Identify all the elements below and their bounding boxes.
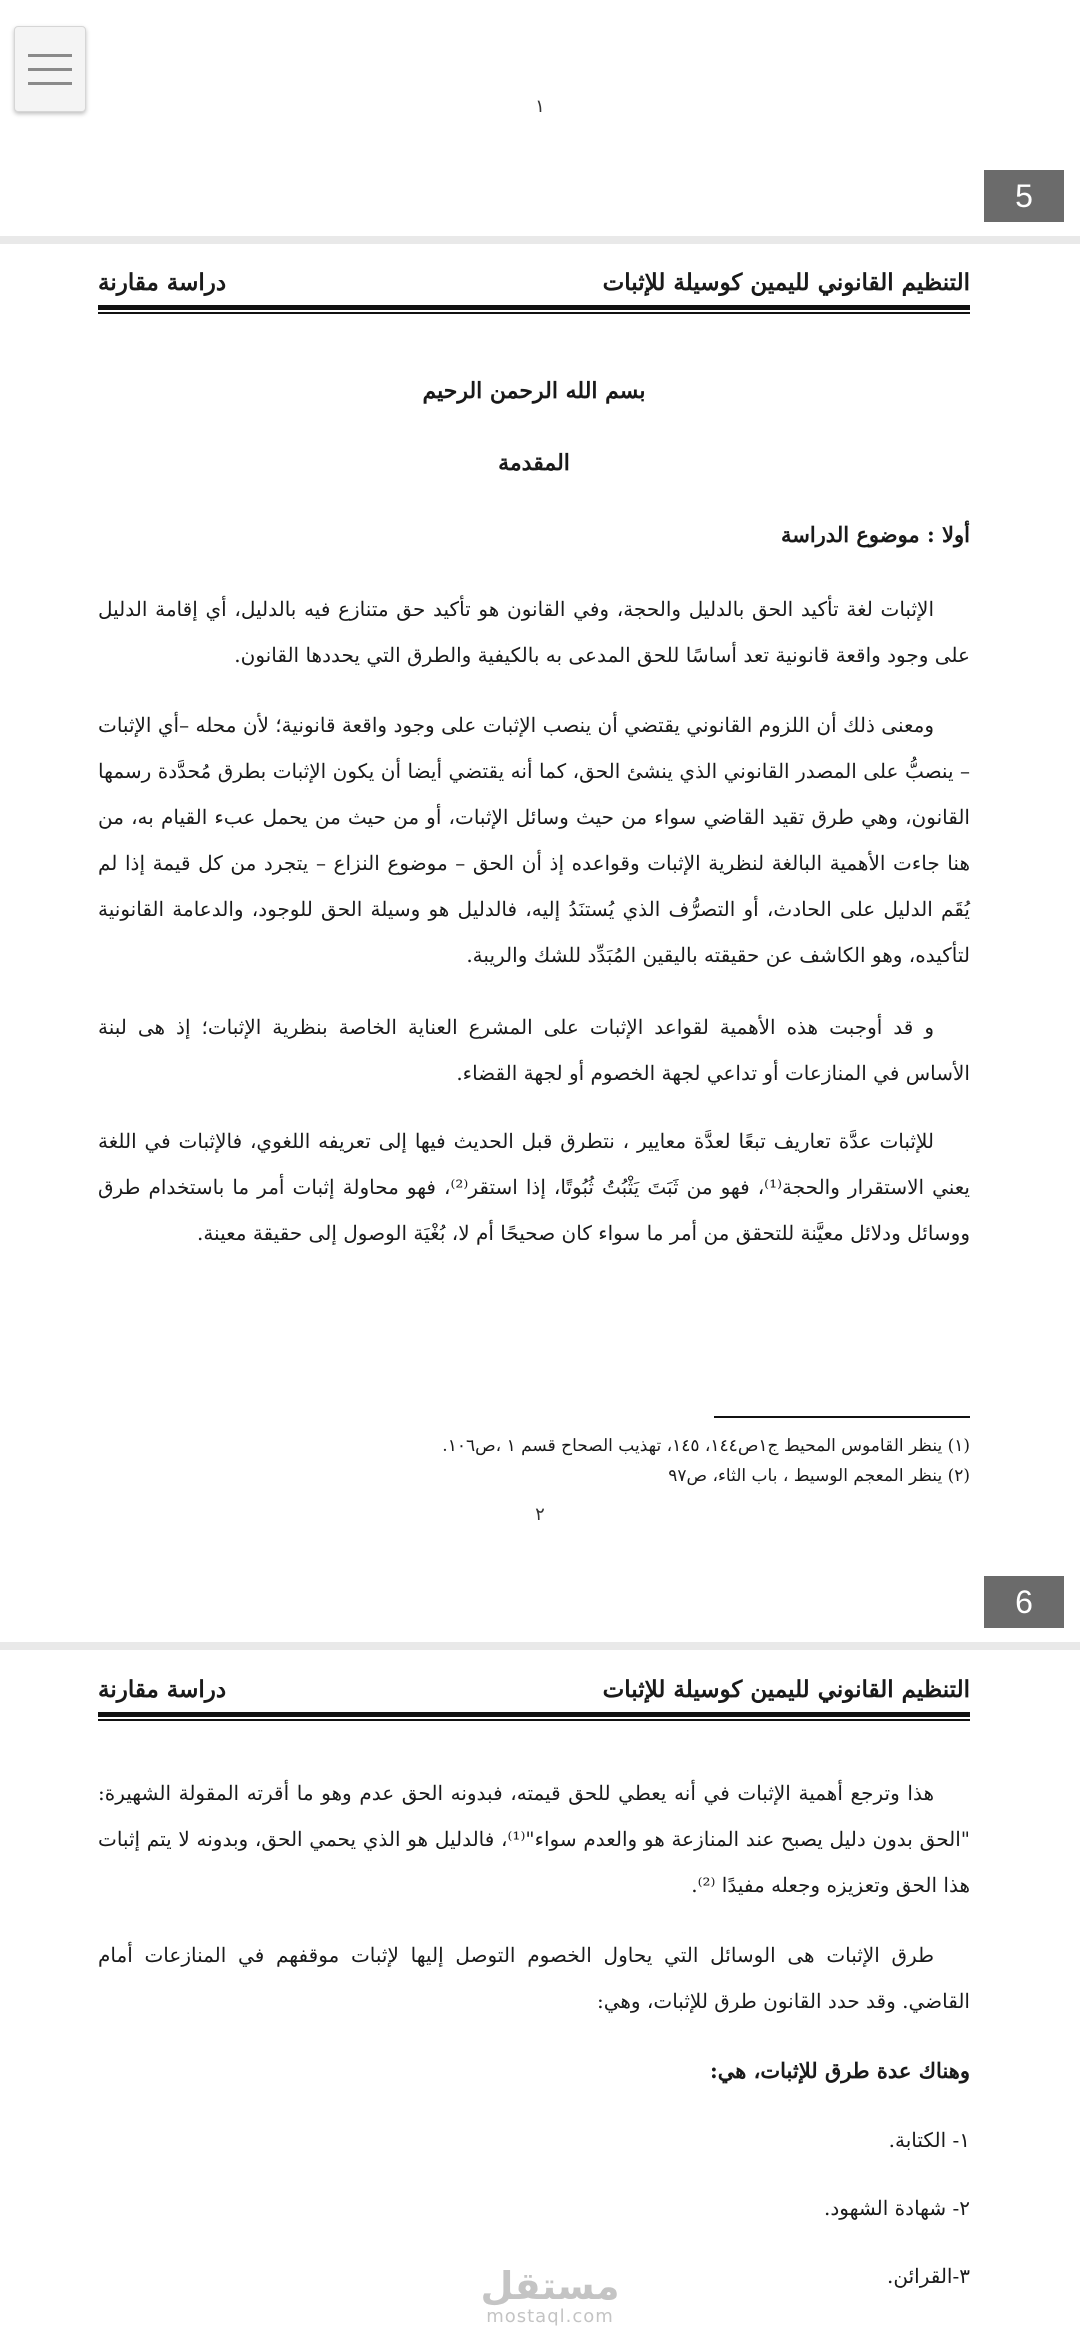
paragraph: و قد أوجبت هذه الأهمية لقواعد الإثبات على المشرع العناية الخاصة بنظرية الإثبات؛ إذ هى لبنة الأساس في المنازعات أو تداعي لجهة الخصوم أو لجهة القضاء. [98, 1015, 970, 1085]
page-badge-5: 5 [984, 170, 1064, 222]
previous-page-number: ١ [535, 96, 545, 117]
page-number: ٢ [535, 1504, 545, 1525]
header-title: التنظيم القانوني لليمين كوسيلة للإثبات [602, 1675, 970, 1703]
basmala: بسم الله الرحمن الرحيم [422, 378, 646, 404]
list-item: ٣-القرائن. [886, 2264, 970, 2288]
section-title: أولا : موضوع الدراسة [780, 522, 970, 547]
header-subtitle: دراسة مقارنة [98, 1675, 227, 1703]
footnote: (٢) ينظر المعجم الوسيط ، باب الثاء، ص٩٧ [668, 1466, 970, 1486]
watermark-latin: mostaql.com [486, 2306, 614, 2327]
paragraph: هذا وترجع أهمية الإثبات في أنه يعطي للحق قيمته، فبدونه الحق عدم وهو ما أقرته المقولة الشهيرة: "الحق بدون دليل يصبح عند المنازعة هو والعدم سواء"⁽¹⁾، فالدليل هو الذي يحمي الحق، وبدونه لا يتم إثبات هذا الحق وتعزيزه وجعله مفيدًا ⁽²⁾. [98, 1781, 971, 1897]
list-title: وهناك عدة طرق للإثبات، هي: [709, 2058, 970, 2083]
paragraph: الإثبات لغة تأكيد الحق بالدليل والحجة، وفي القانون هو تأكيد حق متنازع فيه بالدليل، أي إقامة الدليل على وجود واقعة قانونية تعد أساسًا للحق المدعى به بالكيفية والطرق التي يحددها القانون. [98, 597, 970, 667]
header-double-rule [98, 1712, 970, 1721]
menu-line [28, 68, 72, 71]
menu-line [28, 54, 72, 57]
page-header [98, 1667, 970, 1711]
page-badge-6: 6 [984, 1576, 1064, 1628]
watermark-logo [440, 2266, 660, 2328]
page-separator [0, 236, 1080, 244]
page-separator [0, 1642, 1080, 1650]
footnote-rule [714, 1416, 970, 1418]
intro-title: المقدمة [498, 450, 570, 476]
page-header [98, 260, 970, 304]
menu-line [28, 82, 72, 85]
list-item: ٢- شهادة الشهود. [824, 2196, 970, 2220]
paragraph: للإثبات عدَّة تعاريف تبعًا لعدَّة معايير ، نتطرق قبل الحديث فيها إلى تعريفه اللغوي، فالإثبات في اللغة يعني الاستقرار والحجة⁽¹⁾، فهو من ثَبَتَ يَثْبُتُ ثُبُوتًا، إذا استقر⁽²⁾، فهو محاولة إثبات أمر ما باستخدام طرق ووسائل ودلائل معيَّنة للتحقق من أمر ما سواء كان صحيحًا أم لا، بُغْيَة الوصول إلى حقيقة معينة. [98, 1129, 971, 1245]
list-item: ١- الكتابة. [888, 2128, 970, 2152]
header-subtitle: دراسة مقارنة [98, 268, 227, 296]
header-double-rule [98, 305, 970, 314]
footnote: (١) ينظر القاموس المحيط ج١ص١٤٤، ١٤٥، تهذيب الصحاح قسم ١ ،ص١٠٦. [442, 1436, 970, 1456]
watermark-arabic: مستقل [480, 2264, 620, 2308]
paragraph: طرق الإثبات هى الوسائل التي يحاول الخصوم التوصل إليها لإثبات موقفهم في المنازعات أمام القاضي. وقد حدد القانون طرق للإثبات، وهي: [98, 1943, 970, 2013]
header-title: التنظيم القانوني لليمين كوسيلة للإثبات [602, 268, 970, 296]
paragraph: ومعنى ذلك أن اللزوم القانوني يقتضي أن ينصب الإثبات على وجود واقعة قانونية؛ لأن محله –أي الإثبات – ينصبُّ على المصدر القانوني الذي ينشئ الحق، كما أنه يقتضي أيضا أن يكون الإثبات بطرق مُحدَّدة رسمها القانون، وهي طرق تقيد القاضي سواء من حيث وسائل الإثبات، أو من حيث من يحمل عبء القيام به، من هنا جاءت الأهمية البالغة لنظرية الإثبات وقواعده إذ أن الحق – موضوع النزاع – يتجرد من كل قيمة إذا لم يُقَم الدليل على الحادث، أو التصرُّف الذي يُستنَدُ إليه، فالدليل هو وسيلة الحق للوجود، والدعامة القانونية لتأكيده، وهو الكاشف عن حقيقته باليقين المُبَدِّد للشك والريبة. [98, 713, 970, 967]
